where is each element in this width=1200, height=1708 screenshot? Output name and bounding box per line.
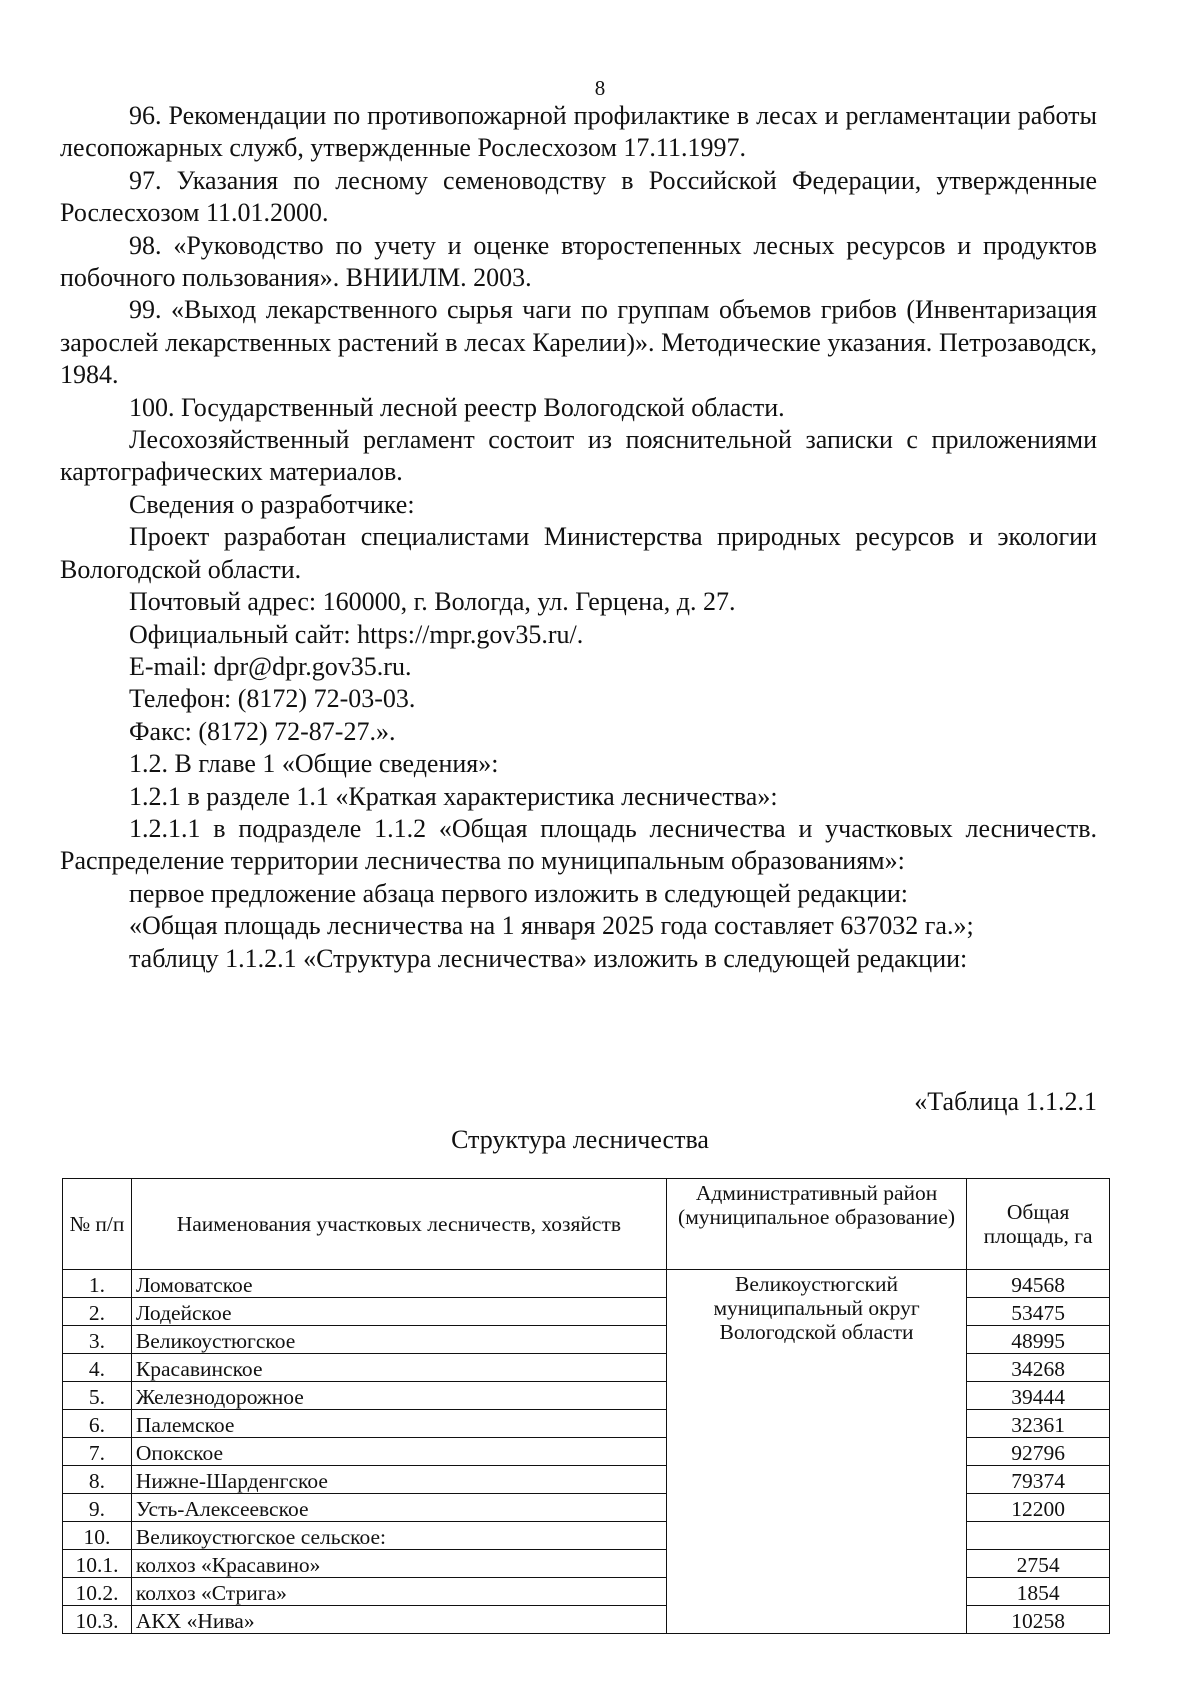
paragraph: Почтовый адрес: 160000, г. Вологда, ул. Герцена, д. 27. [129,587,736,617]
paragraph: 96. Рекомендации по противопожарной профилактике в лесах и регламентации работы лесопожарных служб, утвержденные Рослесхозом 17.11.1997. [60,101,1097,163]
paragraph: Сведения о разработчике: [129,489,415,519]
table-row [63,1270,1110,1298]
row-number: 10.1. [63,1550,132,1578]
row-area: 1854 [967,1578,1110,1606]
paragraph: Официальный сайт: https://mpr.gov35.ru/. [129,619,584,649]
row-number: 5. [63,1382,132,1410]
row-name: Палемское [131,1410,666,1438]
row-number: 10. [63,1522,132,1550]
paragraph: 100. Государственный лесной реестр Вологодской области. [129,392,785,422]
paragraph: 97. Указания по лесному семеноводству в Российской Федерации, утвержденные Рослесхозом 11.01.2000. [60,165,1097,228]
row-name: Ломоватское [131,1270,666,1298]
row-name: Великоустюгское сельское: [131,1522,666,1550]
row-area: 32361 [967,1410,1110,1438]
row-name: Нижне-Шарденгское [131,1466,666,1494]
row-area: 92796 [967,1438,1110,1466]
row-name: Красавинское [131,1354,666,1382]
header-area: Общая площадь, га [967,1179,1110,1270]
row-number: 3. [63,1326,132,1354]
row-name: Усть-Алексеевское [131,1494,666,1522]
row-number: 8. [63,1466,132,1494]
row-area: 34268 [967,1354,1110,1382]
page-number: 8 [594,76,606,100]
row-area: 2754 [967,1550,1110,1578]
row-number: 4. [63,1354,132,1382]
row-number: 7. [63,1438,132,1466]
header-number: № п/п [63,1179,132,1270]
paragraph: «Общая площадь лесничества на 1 января 2025 года составляет 637032 га.»; [129,911,974,941]
table-caption: «Таблица 1.1.2.1 [914,1087,1097,1116]
row-name: колхоз «Стрига» [131,1578,666,1606]
paragraph: таблицу 1.1.2.1 «Структура лесничества» изложить в следующей редакции: [129,943,968,973]
paragraph: 1.2.1 в разделе 1.1 «Краткая характеристика лесничества»: [129,781,778,811]
district-cell: Великоустюгский муниципальный округ Вологодской области [666,1270,966,1634]
row-name: Опокское [131,1438,666,1466]
row-area [967,1522,1110,1550]
table-header-row [63,1179,1110,1270]
paragraph: Проект разработан специалистами Министерства природных ресурсов и экологии Вологодской области. [60,522,1097,584]
row-area: 12200 [967,1494,1110,1522]
paragraph: 98. «Руководство по учету и оценке второстепенных лесных ресурсов и продуктов побочного пользования». ВНИИЛМ. 2003. [60,230,1097,293]
row-area: 94568 [967,1270,1110,1298]
row-number: 10.3. [63,1606,132,1634]
row-number: 1. [63,1270,132,1298]
paragraph: Факс: (8172) 72-87-27.». [129,716,396,746]
row-number: 2. [63,1298,132,1326]
row-number: 9. [63,1494,132,1522]
forestry-structure-table [62,1178,1110,1634]
row-area: 79374 [967,1466,1110,1494]
paragraph: 1.2.1.1 в подразделе 1.1.2 «Общая площадь лесничества и участковых лесничеств. Распределение территории лесничества по муниципальным образованиям»: [60,813,1097,876]
row-area: 53475 [967,1298,1110,1326]
row-name: колхоз «Красавино» [131,1550,666,1578]
row-name: Великоустюгское [131,1326,666,1354]
header-district: Административный район (муниципальное образование) [666,1179,966,1270]
table-title: Структура лесничества [451,1125,709,1154]
row-name: Лодейское [131,1298,666,1326]
row-area: 10258 [967,1606,1110,1634]
row-number: 6. [63,1410,132,1438]
row-area: 48995 [967,1326,1110,1354]
row-number: 10.2. [63,1578,132,1606]
header-name: Наименования участковых лесничеств, хозяйств [131,1179,666,1270]
row-area: 39444 [967,1382,1110,1410]
paragraph: Телефон: (8172) 72-03-03. [129,684,416,714]
row-name: АКХ «Нива» [131,1606,666,1634]
paragraph: E-mail: dpr@dpr.gov35.ru. [129,651,412,681]
paragraph: первое предложение абзаца первого изложить в следующей редакции: [129,878,908,908]
paragraph: Лесохозяйственный регламент состоит из пояснительной записки с приложениями картографических материалов. [60,425,1097,487]
row-name: Железнодорожное [131,1382,666,1410]
paragraph: 99. «Выход лекарственного сырья чаги по группам объемов грибов (Инвентаризация зарослей лекарственных растений в лесах Карелии)». Методические указания. Петрозаводск, 1984. [60,295,1097,390]
document-body [60,100,1097,975]
paragraph: 1.2. В главе 1 «Общие сведения»: [129,749,499,779]
